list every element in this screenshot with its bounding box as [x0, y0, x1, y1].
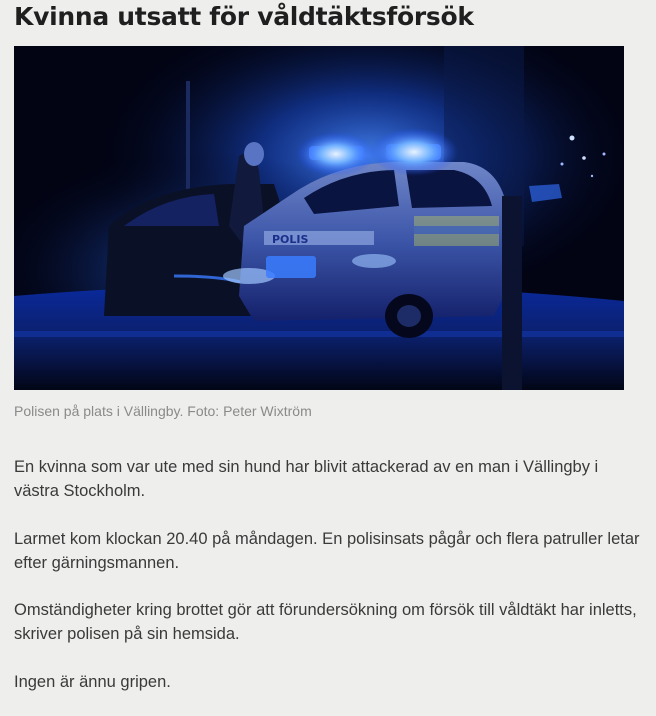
photo-caption: Polisen på plats i Vällingby. Foto: Peter Wixtröm: [14, 403, 312, 419]
article-photo: [14, 46, 624, 390]
article-headline: Kvinna utsatt för våldtäktsförsök: [14, 2, 474, 31]
article-paragraph: Omständigheter kring brottet gör att förundersökning om försök till våldtäkt har inletts, skriver polisen på sin hemsida.: [14, 601, 637, 643]
car-marking: POLIS: [272, 233, 309, 246]
article-paragraph: Ingen är ännu gripen.: [14, 673, 171, 691]
article-paragraph: Larmet kom klockan 20.40 på måndagen. En polisinsats pågår och flera patruller letar efter gärningsmannen.: [14, 530, 640, 572]
article-paragraph: En kvinna som var ute med sin hund har blivit attackerad av en man i Vällingby i västra Stockholm.: [14, 458, 599, 500]
